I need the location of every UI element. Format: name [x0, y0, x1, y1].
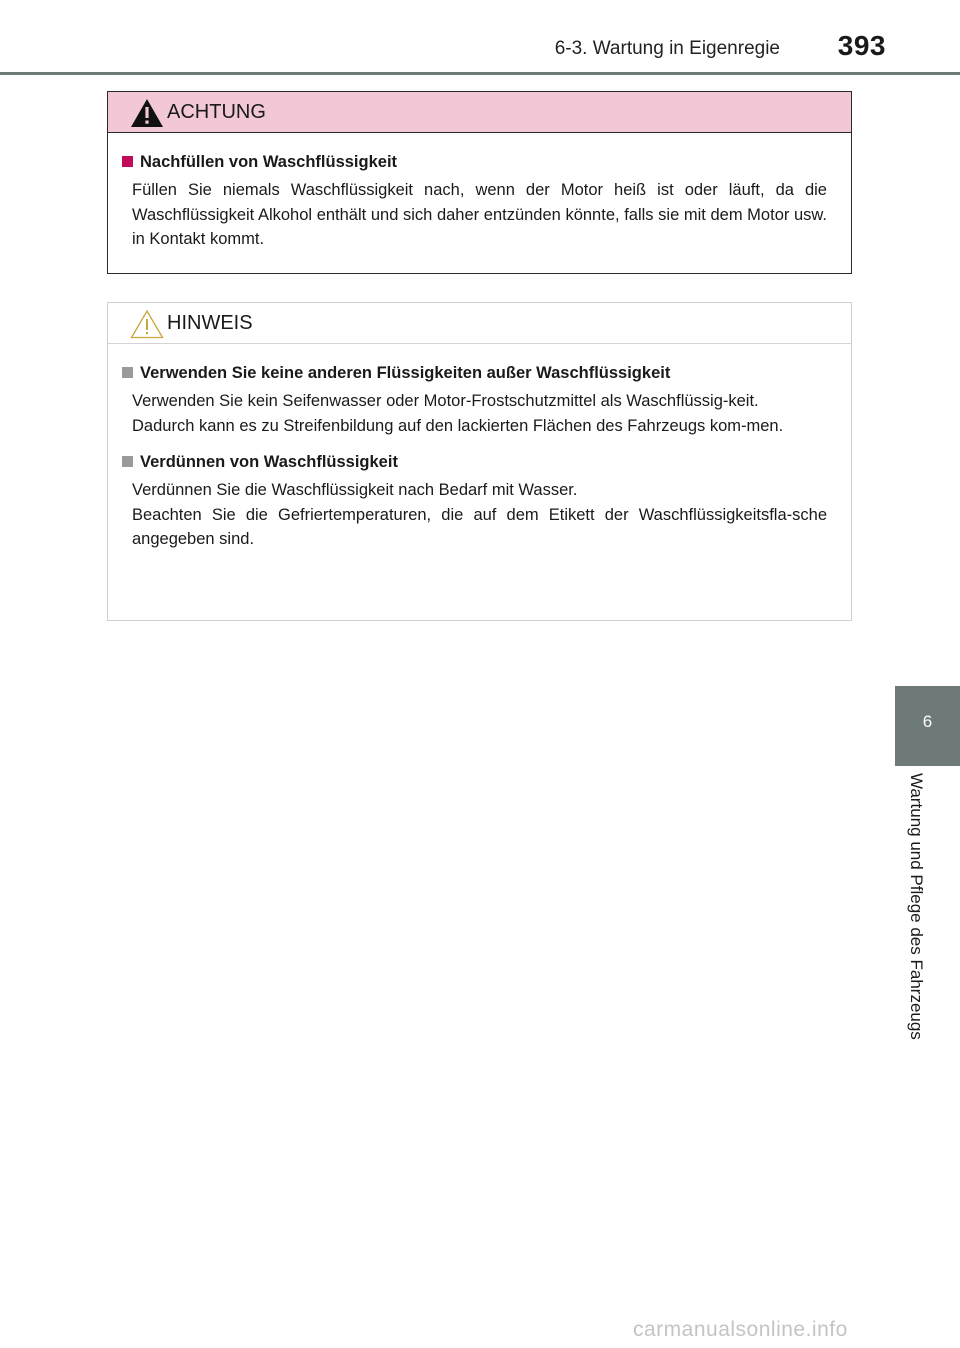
- warning-item-heading: Nachfüllen von Waschflüssigkeit: [140, 153, 398, 171]
- notice-item-text: Dadurch kann es zu Streifenbildung auf den lackierten Flächen des Fahrzeugs kom-men.: [132, 416, 784, 435]
- warning-box-header: [108, 92, 851, 133]
- warning-box: [107, 91, 852, 274]
- warning-box-body: [108, 133, 851, 252]
- notice-item: [120, 361, 827, 438]
- notice-item: [120, 450, 827, 552]
- chapter-label: [893, 773, 939, 1061]
- notice-item-text: Verwenden Sie kein Seifenwasser oder Motor-Frostschutzmittel als Waschflüssig-keit.: [132, 392, 759, 410]
- notice-item-heading: Verdünnen von Waschflüssigkeit: [140, 453, 398, 471]
- notice-item-heading: Verwenden Sie keine anderen Flüssigkeiten außer Waschflüssigkeit: [140, 364, 671, 382]
- warning-triangle-outline-icon: [130, 309, 164, 339]
- notice-box-body: [108, 344, 851, 552]
- header-rule: [0, 72, 960, 75]
- chapter-number: 6: [922, 712, 933, 731]
- notice-box-title: HINWEIS: [167, 312, 253, 334]
- notice-item-text: Verdünnen Sie die Waschflüssigkeit nach Bedarf mit Wasser.: [132, 481, 578, 499]
- bullet-square-icon: [122, 367, 133, 378]
- warning-item: [120, 150, 827, 252]
- warning-box-title: ACHTUNG: [167, 101, 266, 123]
- bullet-square-icon: [122, 156, 133, 167]
- watermark: carmanualsonline.info: [633, 1318, 848, 1341]
- chapter-title: Wartung und Pflege des Fahrzeugs: [907, 773, 926, 1040]
- warning-triangle-filled-icon: [130, 98, 164, 128]
- notice-box: [107, 302, 852, 621]
- section-title: 6-3. Wartung in Eigenregie: [554, 38, 780, 59]
- notice-box-header: [108, 303, 851, 344]
- warning-item-text: Füllen Sie niemals Waschflüssigkeit nach, wenn der Motor heiß ist oder läuft, da die Waschflüssigkeit Alkohol enthält und sich daher entzünden könnte, falls sie mit dem Motor usw. in Kontakt kommt.: [132, 181, 827, 248]
- notice-item-text: Beachten Sie die Gefriertemperaturen, die auf dem Etikett der Waschflüssigkeitsfla-sche angegeben sind.: [132, 505, 827, 548]
- chapter-tab: [895, 686, 960, 766]
- page-number: 393: [837, 30, 886, 61]
- bullet-square-icon: [122, 456, 133, 467]
